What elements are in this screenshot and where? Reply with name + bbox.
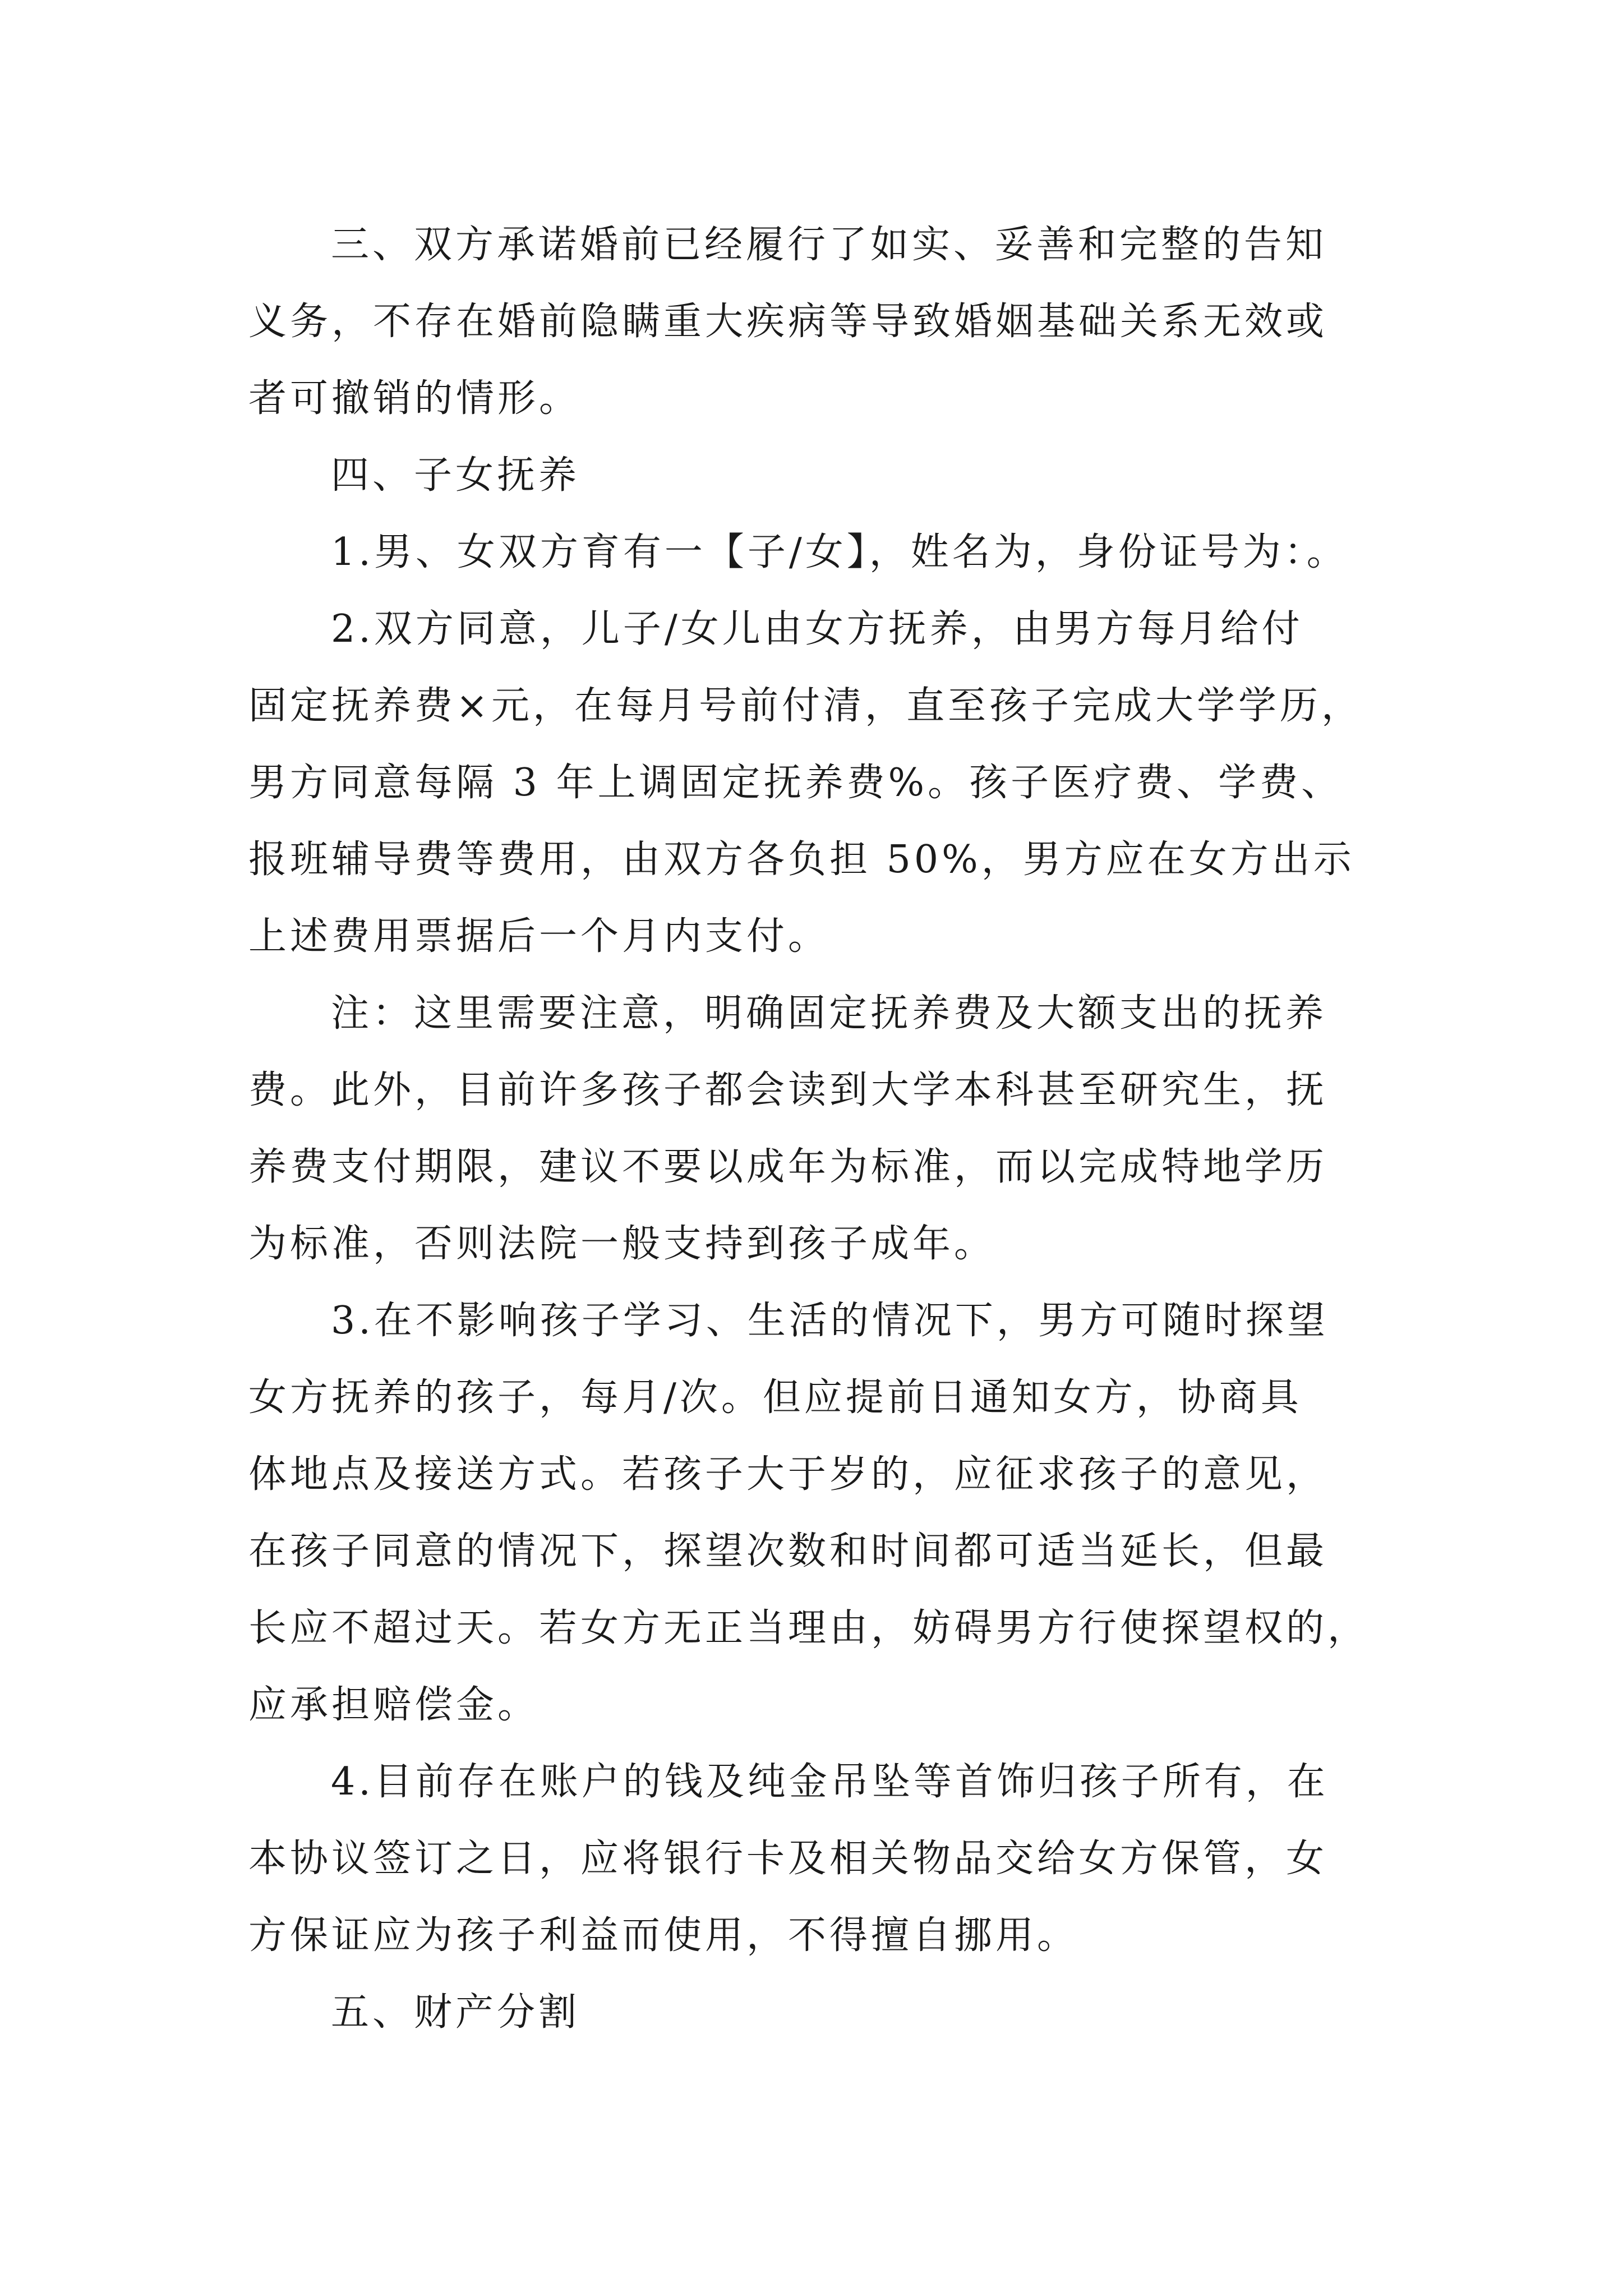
text-line: 报班辅导费等费用，由双方各负担 50%，男方应在女方出示 xyxy=(248,838,1355,882)
text-line: 固定抚养费×元，在每月号前付清，直至孩子完成大学学历， xyxy=(248,684,1363,728)
text-line: 注：这里需要注意，明确固定抚养费及大额支出的抚养 xyxy=(331,991,1327,1036)
text-line: 方保证应为孩子利益而使用，不得擅自挪用。 xyxy=(248,1913,1079,1958)
text-line: 男方同意每隔 3 年上调固定抚养费%。孩子医疗费、学费、 xyxy=(248,761,1343,805)
text-line: 1.男、女双方育有一【子/女】，姓名为，身份证号为：。 xyxy=(331,530,1348,574)
document-body xyxy=(248,206,1387,2051)
text-line: 本协议签订之日，应将银行卡及相关物品交给女方保管，女 xyxy=(248,1837,1328,1881)
text-line: 应承担赔偿金。 xyxy=(248,1683,540,1727)
clause-4-paragraph xyxy=(248,1743,1387,1974)
clause-1-paragraph xyxy=(248,514,1387,591)
text-line: 五、财产分割 xyxy=(331,1990,580,2035)
text-line: 长应不超过天。若女方无正当理由，妨碍男方行使探望权的， xyxy=(248,1606,1370,1650)
text-line: 2.双方同意，儿子/女儿由女方抚养，由男方每月给付 xyxy=(331,607,1303,651)
text-line: 为标准，否则法院一般支持到孩子成年。 xyxy=(248,1222,996,1266)
text-line: 体地点及接送方式。若孩子大于岁的，应征求孩子的意见， xyxy=(248,1452,1328,1497)
text-line: 义务，不存在婚前隐瞒重大疾病等导致婚姻基础关系无效或 xyxy=(248,300,1328,344)
text-line: 费。此外，目前许多孩子都会读到大学本科甚至研究生，抚 xyxy=(248,1068,1328,1112)
section-three-paragraph xyxy=(248,206,1387,437)
text-line: 在孩子同意的情况下，探望次数和时间都可适当延长，但最 xyxy=(248,1529,1328,1573)
text-line: 4.目前存在账户的钱及纯金吊坠等首饰归孩子所有，在 xyxy=(331,1760,1329,1804)
note-paragraph xyxy=(248,975,1387,1282)
text-line: 养费支付期限，建议不要以成年为标准，而以完成特地学历 xyxy=(248,1145,1328,1189)
text-line: 三、双方承诺婚前已经履行了如实、妥善和完整的告知 xyxy=(331,223,1327,267)
section-four-heading xyxy=(248,437,1387,514)
clause-2-paragraph xyxy=(248,591,1387,975)
text-line: 3.在不影响孩子学习、生活的情况下，男方可随时探望 xyxy=(331,1299,1329,1343)
text-line: 者可撤销的情形。 xyxy=(248,376,581,421)
clause-3-paragraph xyxy=(248,1282,1387,1743)
text-line: 女方抚养的孩子，每月/次。但应提前日通知女方，协商具 xyxy=(248,1375,1302,1420)
text-line: 四、子女抚养 xyxy=(331,453,580,498)
section-five-heading xyxy=(248,1974,1387,2051)
text-line: 上述费用票据后一个月内支付。 xyxy=(248,914,830,959)
